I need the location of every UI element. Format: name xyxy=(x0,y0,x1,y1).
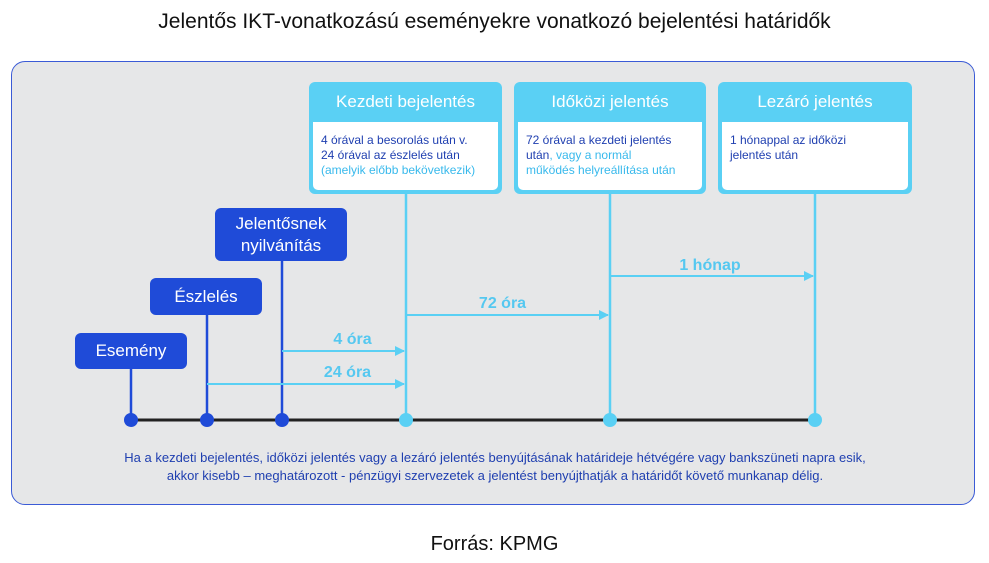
page-title: Jelentős IKT-vonatkozású eseményekre vonatkozó bejelentési határidők xyxy=(158,10,831,33)
jelentosnek-box: Jelentősnek nyilvánítás xyxy=(215,208,347,261)
initial-report-body xyxy=(313,122,498,190)
footnote xyxy=(40,449,950,485)
interim-line-2b: , vagy a normál xyxy=(549,148,632,162)
eszleles-dot xyxy=(200,413,214,427)
interim-line-1: 72 órával a kezdeti jelentés xyxy=(526,133,672,147)
eszleles-box: Észlelés xyxy=(150,278,262,315)
jelentosnek-dot xyxy=(275,413,289,427)
final-line-2: jelentés után xyxy=(730,148,799,162)
esemeny-dot xyxy=(124,413,138,427)
source-caption: Forrás: KPMG xyxy=(430,533,559,555)
initial-dot xyxy=(399,413,413,427)
initial-line-1: 4 órával a besorolás után v. xyxy=(321,133,468,147)
interim-report-body xyxy=(518,122,702,190)
esemeny-box: Esemény xyxy=(75,333,187,369)
initial-report-title: Kezdeti bejelentés xyxy=(336,92,475,111)
footnote-line-2: akkor kisebb – meghatározott - pénzügyi szervezetek a jelentést benyújthatják a határidőt követő munkanap délig. xyxy=(166,468,824,483)
label-1-honap: 1 hónap xyxy=(679,257,741,274)
interim-report-card xyxy=(514,82,706,194)
footnote-line-1: Ha a kezdeti bejelentés, időközi jelentés vagy a lezáró jelentés benyújtásának határideje hétvégére vagy bankszüneti napra esik, xyxy=(124,450,866,465)
interim-line-3: működés helyreállítása után xyxy=(526,163,676,177)
interim-report-title: Időközi jelentés xyxy=(551,92,669,111)
final-report-card xyxy=(718,82,912,194)
final-line-1: 1 hónappal az időközi xyxy=(730,133,847,147)
interim-line-2 xyxy=(526,148,694,163)
label-24-ora: 24 óra xyxy=(323,364,372,381)
final-dot xyxy=(808,413,822,427)
initial-line-2: 24 órával az észlelés után xyxy=(321,148,460,162)
interim-dot xyxy=(603,413,617,427)
label-4-ora: 4 óra xyxy=(333,331,372,348)
label-72-ora: 72 óra xyxy=(478,295,527,312)
initial-report-card xyxy=(309,82,502,194)
final-report-body xyxy=(722,122,908,190)
initial-line-3: (amelyik előbb bekövetkezik) xyxy=(321,163,476,177)
final-report-title: Lezáró jelentés xyxy=(757,92,873,111)
interim-line-2a: után xyxy=(526,148,550,162)
